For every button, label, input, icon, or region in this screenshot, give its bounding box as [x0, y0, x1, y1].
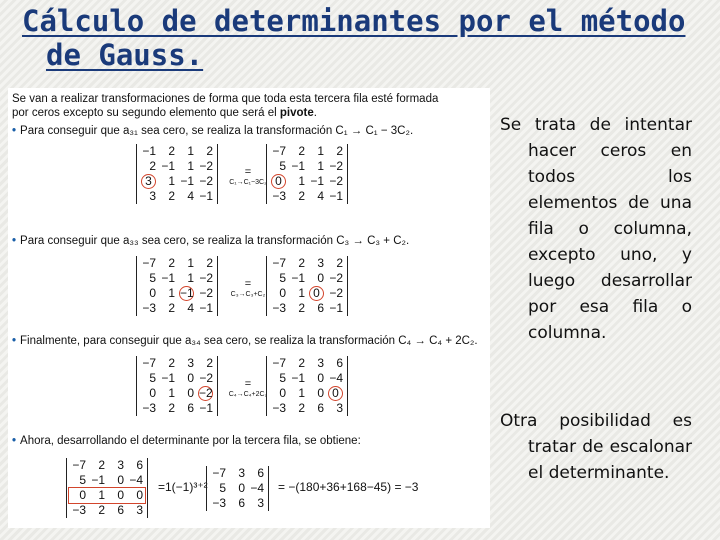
matrix-cell: −7: [272, 144, 286, 158]
step-4: [12, 434, 361, 448]
matrix-cell: 3: [257, 496, 264, 510]
matrix-cell: −1: [161, 159, 175, 173]
intro-line-2: por ceros excepto su segundo elemento que será el pivote.: [12, 107, 317, 119]
matrix-row: [269, 371, 345, 386]
step-3-text: Finalmente, para conseguir que a₃₄ sea cero, se realiza la transformación C₄ → C₄ + 2C₂.: [20, 335, 478, 347]
bullet-icon: •: [12, 435, 17, 447]
matrix-row: [69, 488, 145, 503]
matrix-cell: −3: [272, 189, 286, 203]
matrix-cell: −7: [72, 458, 86, 472]
matrix-cell: 0: [187, 386, 194, 400]
worked-example-panel: [8, 88, 490, 528]
matrix-cell: [326, 386, 345, 401]
matrix-cell: 1: [98, 488, 105, 502]
matrix-2a: [136, 256, 218, 316]
op-1-label: C₁→C₁−3C₂: [229, 179, 267, 186]
pivot-circle: 0: [271, 174, 286, 189]
matrix-cell: −3: [272, 401, 286, 415]
matrix-cell: 2: [298, 356, 305, 370]
matrix-cell: 0: [317, 371, 324, 385]
matrix-cell: 6: [187, 401, 194, 415]
matrix-cell: [177, 286, 196, 301]
matrix-cell: −2: [199, 271, 213, 285]
expansion-factor: =1(−1)³⁺²: [158, 480, 208, 494]
matrix-1a: [136, 144, 218, 204]
matrix-cell: 0: [117, 488, 124, 502]
matrix-cell: 6: [336, 356, 343, 370]
matrix-3b: [266, 356, 348, 416]
matrix-cell: 1: [187, 271, 194, 285]
matrix-row: [209, 466, 266, 481]
pivot-circle: 0: [328, 386, 343, 401]
matrix-cell: −3: [142, 301, 156, 315]
matrix-cell: 1: [168, 286, 175, 300]
op-2-label: C₃→C₃+C₂: [230, 291, 266, 298]
matrix-cell: −1: [180, 174, 194, 188]
matrix-cell: 1: [168, 174, 175, 188]
matrix-row: [139, 301, 215, 316]
matrix-4b: [206, 466, 269, 511]
matrix-cell: −2: [329, 174, 343, 188]
matrix-cell: 3: [187, 356, 194, 370]
matrix-cell: 2: [206, 356, 213, 370]
matrix-cell: −2: [199, 371, 213, 385]
matrix-cell: −1: [329, 189, 343, 203]
matrix-cell: −4: [250, 481, 264, 495]
equals-op-2: = C₃→C₃+C₂: [226, 278, 270, 298]
matrix-cell: 3: [238, 466, 245, 480]
matrix-row: [269, 286, 345, 301]
bullet-icon: •: [12, 125, 17, 137]
matrix-cell: 2: [206, 256, 213, 270]
matrix-cell: 2: [168, 356, 175, 370]
matrix-cell: 0: [117, 473, 124, 487]
matrix-row: [139, 371, 215, 386]
matrix-cell: 2: [298, 301, 305, 315]
matrix-cell: 0: [317, 386, 324, 400]
pivot-circle: −1: [180, 286, 194, 300]
matrix-cell: 2: [298, 144, 305, 158]
matrix-cell: 2: [168, 189, 175, 203]
matrix-cell: −1: [329, 301, 343, 315]
step-1-text: Para conseguir que a₃₁ sea cero, se realiza la transformación C₁ → C₁ − 3C₂.: [20, 125, 414, 137]
matrix-cell: −4: [329, 371, 343, 385]
matrix-cell: 2: [168, 256, 175, 270]
matrix-cell: −7: [272, 356, 286, 370]
bullet-icon: •: [12, 335, 17, 347]
pivot-word: pivote: [279, 107, 314, 119]
matrix-cell: −1: [310, 174, 324, 188]
matrix-cell: 5: [279, 371, 286, 385]
explanation-text: [500, 112, 692, 346]
matrix-row: [269, 256, 345, 271]
matrix-cell: −2: [199, 286, 213, 300]
matrix-cell: 6: [317, 401, 324, 415]
matrix-cell: 2: [149, 159, 156, 173]
matrix-cell: 3: [336, 401, 343, 415]
matrix-cell: −1: [199, 301, 213, 315]
matrix-cell: −1: [291, 271, 305, 285]
matrix-cell: 2: [298, 256, 305, 270]
matrix-cell: −3: [212, 496, 226, 510]
title-line-1: Cálculo de determinantes por el método: [22, 4, 686, 38]
matrix-cell: 6: [238, 496, 245, 510]
matrix-row: [269, 271, 345, 286]
bullet-icon: •: [12, 235, 17, 247]
matrix-1b: [266, 144, 348, 204]
matrix-cell: 2: [168, 301, 175, 315]
step-2-text: Para conseguir que a₃₃ sea cero, se realiza la transformación C₃ → C₃ + C₂.: [20, 235, 410, 247]
matrix-cell: 2: [336, 256, 343, 270]
matrix-cell: −1: [291, 159, 305, 173]
matrix-row: [139, 286, 215, 301]
matrix-cell: 5: [79, 473, 86, 487]
matrix-row: [139, 356, 215, 371]
matrix-cell: 1: [317, 159, 324, 173]
matrix-cell: 6: [117, 503, 124, 517]
matrix-cell: 0: [317, 271, 324, 285]
matrix-cell: 1: [168, 386, 175, 400]
matrix-row: [209, 481, 266, 496]
matrix-cell: −2: [329, 286, 343, 300]
step-2: [12, 234, 409, 248]
matrix-cell: 3: [149, 189, 156, 203]
matrix-row: [269, 159, 345, 174]
matrix-cell: 3: [117, 458, 124, 472]
matrix-row: [269, 401, 345, 416]
matrix-cell: 5: [149, 271, 156, 285]
matrix-cell: 2: [168, 401, 175, 415]
matrix-cell: 1: [298, 174, 305, 188]
matrix-cell: 0: [238, 481, 245, 495]
matrix-row: [69, 473, 145, 488]
matrix-row: [139, 144, 215, 159]
matrix-cell: 2: [298, 401, 305, 415]
matrix-cell: 5: [149, 371, 156, 385]
matrix-row: [209, 496, 266, 511]
matrix-row: [139, 271, 215, 286]
matrix-cell: 0: [149, 386, 156, 400]
pivot-circle: 3: [141, 174, 156, 189]
matrix-cell: 0: [136, 488, 143, 502]
matrix-row: [139, 401, 215, 416]
matrix-cell: −7: [142, 256, 156, 270]
matrix-cell: −4: [129, 473, 143, 487]
matrix-cell: 6: [136, 458, 143, 472]
matrix-cell: −2: [199, 174, 213, 188]
matrix-cell: −3: [272, 301, 286, 315]
matrix-row: [269, 356, 345, 371]
matrix-cell: [307, 286, 326, 301]
matrix-cell: 6: [317, 301, 324, 315]
matrix-cell: 0: [187, 371, 194, 385]
matrix-cell: −2: [329, 271, 343, 285]
equals-op-1: = C₁→C₁−3C₂: [226, 166, 270, 186]
matrix-cell: [139, 174, 158, 189]
matrix-cell: 2: [298, 189, 305, 203]
matrix-cell: 0: [279, 386, 286, 400]
matrix-row: [139, 174, 215, 189]
matrix-cell: 0: [79, 488, 86, 502]
matrix-cell: 5: [279, 159, 286, 173]
matrix-cell: 2: [98, 503, 105, 517]
matrix-cell: 4: [187, 189, 194, 203]
matrix-cell: [269, 174, 288, 189]
slide-title: [22, 4, 702, 72]
pivot-circle: 0: [309, 286, 324, 301]
matrix-cell: 4: [317, 189, 324, 203]
matrix-cell: 1: [187, 159, 194, 173]
matrix-cell: 5: [219, 481, 226, 495]
alternative-text: [500, 408, 692, 486]
matrix-2b: [266, 256, 348, 316]
matrix-4a: [66, 458, 148, 518]
final-result: = −(180+36+168−45) = −3: [278, 480, 419, 494]
matrix-cell: 4: [187, 301, 194, 315]
pivot-circle: −2: [199, 386, 213, 400]
matrix-row: [139, 189, 215, 204]
matrix-cell: 3: [317, 256, 324, 270]
title-line-2: de Gauss.: [46, 38, 204, 72]
explanation-paragraph-1: Se trata de intentar hacer ceros en todos los elementos de una fila o columna, excepto uno, y luego desarrollar por esa fila o columna.: [500, 115, 692, 343]
matrix-cell: 1: [298, 386, 305, 400]
matrix-cell: 1: [298, 286, 305, 300]
equals-op-3: = C₄→C₄+2C₂: [226, 378, 270, 398]
matrix-cell: −1: [161, 371, 175, 385]
matrix-cell: 1: [317, 144, 324, 158]
matrix-cell: 6: [257, 466, 264, 480]
matrix-row: [69, 458, 145, 473]
step-4-text: Ahora, desarrollando el determinante por la tercera fila, se obtiene:: [20, 435, 361, 447]
step-3: [12, 334, 478, 348]
matrix-cell: −2: [329, 159, 343, 173]
matrix-row: [139, 386, 215, 401]
matrix-row: [139, 159, 215, 174]
matrix-cell: −7: [142, 356, 156, 370]
matrix-row: [269, 301, 345, 316]
explanation-paragraph-2: Otra posibilidad es tratar de escalonar el determinante.: [500, 411, 692, 483]
matrix-cell: −1: [91, 473, 105, 487]
matrix-row: [269, 174, 345, 189]
matrix-row: [69, 503, 145, 518]
matrix-cell: 3: [136, 503, 143, 517]
matrix-cell: −2: [199, 159, 213, 173]
matrix-cell: 2: [336, 144, 343, 158]
matrix-cell: 1: [187, 144, 194, 158]
matrix-row: [139, 256, 215, 271]
matrix-cell: 2: [168, 144, 175, 158]
matrix-cell: −3: [72, 503, 86, 517]
matrix-cell: 1: [187, 256, 194, 270]
matrix-cell: [196, 386, 215, 401]
matrix-row: [269, 144, 345, 159]
matrix-cell: 0: [279, 286, 286, 300]
matrix-cell: −1: [142, 144, 156, 158]
matrix-cell: −1: [199, 401, 213, 415]
matrix-row: [269, 189, 345, 204]
matrix-row: [269, 386, 345, 401]
matrix-cell: −7: [212, 466, 226, 480]
matrix-cell: 2: [206, 144, 213, 158]
step-1: [12, 124, 413, 138]
matrix-cell: 0: [149, 286, 156, 300]
matrix-cell: −1: [199, 189, 213, 203]
intro-line-1: Se van a realizar transformaciones de forma que toda esta tercera fila esté formada: [12, 93, 439, 105]
intro-text: por ceros excepto su segundo elemento que será el: [12, 107, 280, 119]
matrix-3a: [136, 356, 218, 416]
matrix-cell: 5: [279, 271, 286, 285]
op-3-label: C₄→C₄+2C₂: [228, 391, 268, 398]
matrix-cell: 2: [98, 458, 105, 472]
matrix-cell: −3: [142, 401, 156, 415]
matrix-cell: 3: [317, 356, 324, 370]
matrix-cell: −7: [272, 256, 286, 270]
matrix-cell: −1: [291, 371, 305, 385]
matrix-cell: −1: [161, 271, 175, 285]
